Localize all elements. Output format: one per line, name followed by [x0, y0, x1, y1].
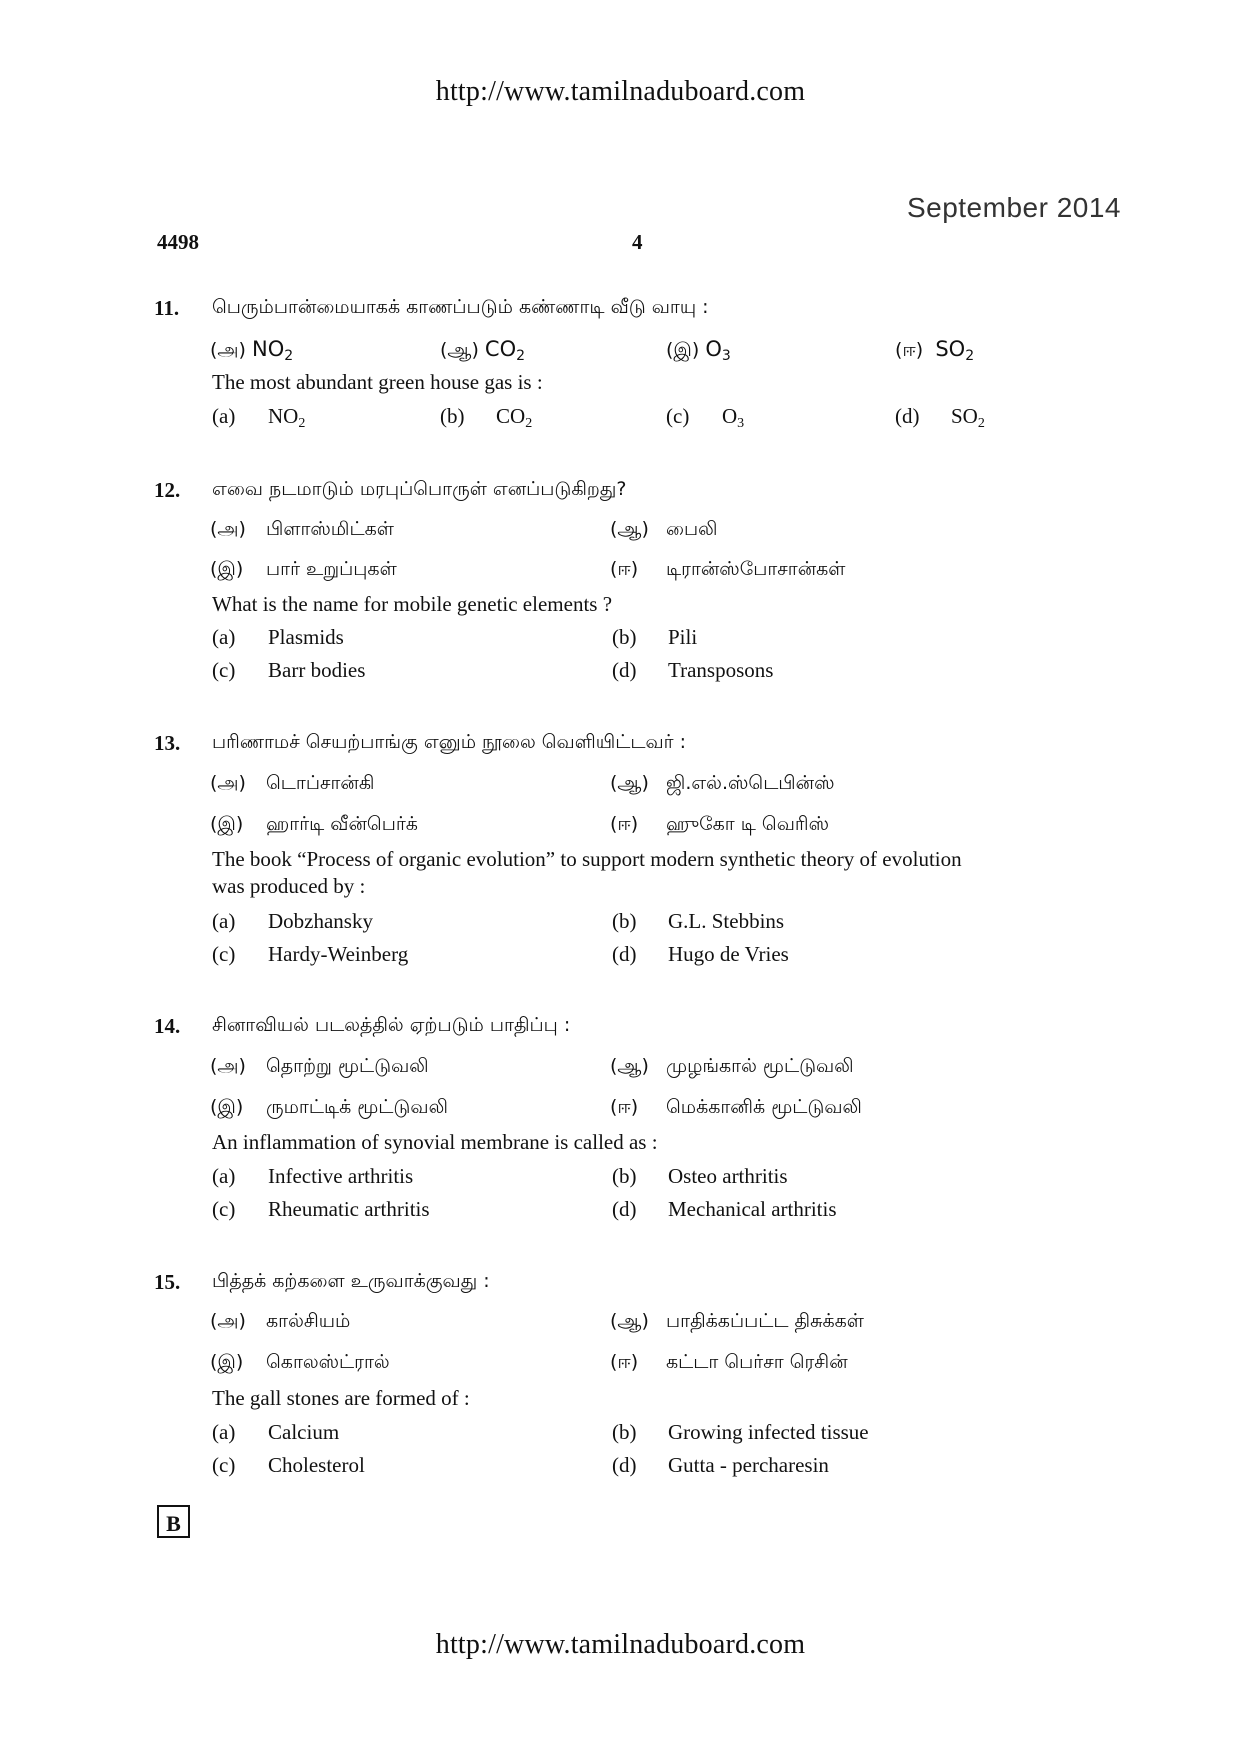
option-text: G.L. Stebbins: [668, 909, 785, 933]
option-label: (ஈ): [610, 1351, 639, 1373]
option-english: [212, 1453, 365, 1478]
option-english: [212, 909, 373, 934]
option-label: (b): [612, 1420, 637, 1444]
option-text: பிளாஸ்மிட்கள்: [266, 518, 394, 540]
option-english: [612, 1164, 788, 1189]
option-tamil: [610, 518, 717, 543]
option-label: (இ): [210, 1096, 244, 1118]
option-english: [612, 658, 773, 683]
question-text-english: The gall stones are formed of :: [212, 1386, 470, 1410]
option-label: (d): [612, 658, 637, 682]
option-english: [212, 625, 344, 650]
option-label: (d): [612, 1197, 637, 1221]
option-tamil: [610, 558, 845, 583]
question-number: 11.: [154, 296, 180, 320]
option-tamil: [610, 1351, 848, 1376]
option-english: [212, 1197, 430, 1222]
option-label: (a): [212, 1420, 236, 1444]
option-label: (d): [895, 404, 920, 428]
option-label: (b): [612, 625, 637, 649]
question-text-english: An inflammation of synovial membrane is called as :: [212, 1130, 658, 1154]
question-text-tamil: பரிணாமச் செயற்பாங்கு எனும் நூலை வெளியிட்டவர் :: [212, 731, 687, 753]
option-tamil: (அ) $NO_2$: [210, 337, 294, 364]
option-text: பார் உறுப்புகள்: [266, 558, 397, 580]
option-text: Hardy-Weinberg: [268, 942, 409, 966]
option-text: Mechanical arthritis: [668, 1197, 837, 1221]
option-label: (இ): [666, 339, 700, 361]
question-text-tamil: பெரும்பான்மையாகக் காணப்படும் கண்ணாடி வீடு வாயு :: [212, 296, 709, 318]
option-english: [212, 1164, 413, 1189]
option-label: (அ): [210, 772, 246, 794]
option-text: Osteo arthritis: [668, 1164, 788, 1188]
option-label: (ஆ): [610, 772, 649, 794]
page-number: 4: [632, 230, 643, 254]
option-label: (c): [212, 942, 236, 966]
option-label: (ஈ): [610, 813, 639, 835]
option-label: (a): [212, 625, 236, 649]
option-english: (a) $NO_2$: [212, 404, 306, 431]
option-label: (c): [212, 1453, 236, 1477]
question-text-english: The book “Process of organic evolution” to support modern synthetic theory of evolution: [212, 847, 962, 871]
question-text-tamil: பித்தக் கற்களை உருவாக்குவது :: [212, 1270, 490, 1292]
option-text: ஹார்டி வீன்பெர்க்: [266, 813, 418, 835]
option-label: (d): [612, 1453, 637, 1477]
option-text: Transposons: [668, 658, 774, 682]
option-tamil: (இ) $O_3$: [666, 337, 731, 364]
question-text-tamil: சினாவியல் படலத்தில் ஏற்படும் பாதிப்பு :: [212, 1014, 571, 1036]
option-text: மெக்கானிக் மூட்டுவலி: [666, 1096, 862, 1118]
option-english: [612, 1197, 837, 1222]
option-label: (c): [212, 1197, 236, 1221]
option-text: கொலஸ்ட்ரால்: [266, 1351, 390, 1373]
option-english: [212, 658, 365, 683]
option-text: Gutta - percharesin: [668, 1453, 829, 1477]
option-tamil: [210, 772, 374, 797]
option-label: (ஈ): [895, 339, 924, 361]
option-label: (இ): [210, 1351, 244, 1373]
option-text: டிரான்ஸ்போசான்கள்: [666, 558, 846, 580]
footer-url: http://www.tamilnaduboard.com: [435, 1629, 806, 1660]
option-text: Infective arthritis: [268, 1164, 414, 1188]
option-english: [212, 942, 408, 967]
option-label: (a): [212, 909, 236, 933]
option-text: Hugo de Vries: [668, 942, 789, 966]
option-english: (b) $CO_2$: [440, 404, 533, 431]
booklet-letter-box: B: [157, 1505, 190, 1538]
option-text: டொப்சான்கி: [266, 772, 375, 794]
option-english: [612, 942, 789, 967]
question-text-english: The most abundant green house gas is :: [212, 370, 543, 394]
option-label: (d): [612, 942, 637, 966]
option-text: Calcium: [268, 1420, 340, 1444]
option-label: (ஈ): [610, 558, 639, 580]
option-english: (d) $SO_2$: [895, 404, 985, 431]
exam-date: September 2014: [906, 192, 1121, 223]
option-english: [612, 1420, 869, 1445]
question-number: 15.: [154, 1270, 181, 1294]
option-tamil: [610, 772, 834, 797]
option-tamil: [610, 813, 829, 838]
option-tamil: (ஆ) $CO_2$: [440, 337, 526, 364]
option-label: (அ): [210, 339, 246, 361]
option-text: கால்சியம்: [266, 1310, 351, 1332]
option-text: தொற்று மூட்டுவலி: [266, 1055, 429, 1077]
option-tamil: [210, 813, 418, 838]
header-url: http://www.tamilnaduboard.com: [435, 76, 806, 107]
option-label: (அ): [210, 1055, 246, 1077]
option-text: பைலி: [666, 518, 718, 540]
option-english: [212, 1420, 339, 1445]
option-text: Plasmids: [268, 625, 344, 649]
option-text: ருமாட்டிக் மூட்டுவலி: [266, 1096, 448, 1118]
option-text: Pili: [668, 625, 698, 649]
option-label: (ஆ): [610, 1055, 649, 1077]
question-number: 12.: [154, 478, 181, 502]
option-label: (ஈ): [610, 1096, 639, 1118]
option-tamil: [610, 1310, 864, 1335]
option-tamil: [210, 1351, 390, 1376]
option-text: ஜி.எல்.ஸ்டெபின்ஸ்: [666, 772, 835, 794]
question-text-english: What is the name for mobile genetic elements ?: [212, 592, 613, 616]
option-english: [612, 625, 697, 650]
option-label: (a): [212, 404, 236, 428]
option-label: (b): [440, 404, 465, 428]
option-tamil: [610, 1055, 854, 1080]
option-label: (அ): [210, 518, 246, 540]
option-label: (அ): [210, 1310, 246, 1332]
option-label: (இ): [210, 558, 244, 580]
option-label: (ஆ): [610, 518, 649, 540]
option-tamil: [210, 1096, 448, 1121]
question-text-english-cont: was produced by :: [212, 874, 366, 898]
paper-code: 4498: [157, 230, 199, 254]
option-text: பாதிக்கப்பட்ட திசுக்கள்: [666, 1310, 864, 1332]
option-text: Cholesterol: [268, 1453, 365, 1477]
option-label: (ஆ): [440, 339, 479, 361]
option-text: Growing infected tissue: [668, 1420, 869, 1444]
question-number: 14.: [154, 1014, 181, 1038]
option-label: (b): [612, 909, 637, 933]
option-text: கட்டா பெர்சா ரெசின்: [666, 1351, 848, 1373]
option-label: (இ): [210, 813, 244, 835]
option-text: Rheumatic arthritis: [268, 1197, 430, 1221]
option-label: (a): [212, 1164, 236, 1188]
question-text-tamil: எவை நடமாடும் மரபுப்பொருள் எனப்படுகிறது?: [212, 478, 627, 500]
option-text: Dobzhansky: [268, 909, 373, 933]
option-text: முழங்கால் மூட்டுவலி: [666, 1055, 854, 1077]
option-english: [612, 1453, 829, 1478]
option-tamil: [210, 518, 394, 543]
option-text: Barr bodies: [268, 658, 366, 682]
question-number: 13.: [154, 731, 181, 755]
option-label: (b): [612, 1164, 637, 1188]
option-tamil: [210, 1055, 429, 1080]
option-english: [612, 909, 784, 934]
option-tamil: [210, 558, 397, 583]
option-label: (ஆ): [610, 1310, 649, 1332]
option-tamil: (ஈ) $SO_2$: [895, 337, 975, 364]
option-label: (c): [212, 658, 236, 682]
option-text: ஹுகோ டி வெரிஸ்: [666, 813, 829, 835]
option-tamil: [610, 1096, 862, 1121]
option-label: (c): [666, 404, 690, 428]
option-english: (c) $O_3$: [666, 404, 745, 431]
option-tamil: [210, 1310, 350, 1335]
